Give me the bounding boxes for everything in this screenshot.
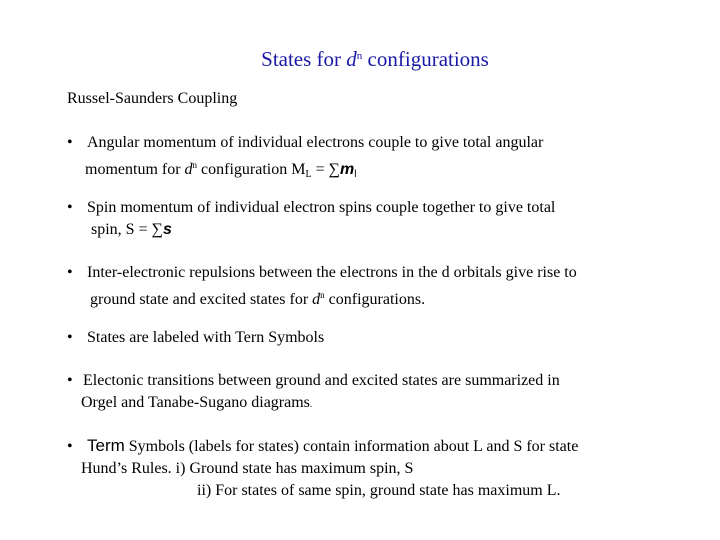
n-superscript: n [192,160,198,170]
bullet-4-line-1: States are labeled with Tern Symbols [87,329,325,346]
subtitle: Russel-Saunders Coupling [67,90,238,107]
bullet-1 [67,132,543,186]
bullet-dot: • [67,264,73,281]
ml-label: configuration M [197,161,306,178]
bullet-2-line-1: Spin momentum of individual electron spins couple together to give total [87,199,556,216]
bullet-6-line-2: Hund’s Rules. i) Ground state has maximum spin, S [81,460,414,477]
slide-title [0,47,720,72]
title-text: States for [261,47,347,71]
sum-symbol: = ∑ [311,161,341,178]
L-subscript: L [305,169,312,180]
bullet-dot: • [67,438,73,455]
bullet-3 [67,262,577,311]
title-n: n [356,50,363,62]
bullet-6 [67,435,578,502]
bullet-3-line-1: Inter-electronic repulsions between the electrons in the d orbitals give rise to [87,264,577,281]
bullet-dot: • [67,134,73,151]
d-symbol: d [184,161,193,178]
n-superscript: n [320,290,325,300]
m-symbol: m [340,161,355,178]
l-subscript: l [354,169,357,180]
term-word: Term [87,436,125,455]
bullet-dot: • [67,199,73,216]
bullet-5 [67,370,560,415]
d-symbol: d [312,291,321,308]
bullet-5-tail: . [309,399,313,409]
bullet-4 [67,327,324,349]
title-d: d [346,47,357,71]
bullet-dot: • [67,372,73,389]
s-symbol: s [163,221,172,238]
bullet-6-line-3: ii) For states of same spin, ground state has maximum L. [197,482,561,499]
title-suffix: configurations [362,47,489,71]
bullet-3-line-2-end: configurations. [324,291,426,308]
bullet-1-line-1: Angular momentum of individual electrons couple to give total angular [87,134,544,151]
bullet-6-line-1: Symbols (labels for states) contain information about L and S for state [124,438,579,455]
bullet-5-line-1: Electonic transitions between ground and excited states are summarized in [83,372,560,389]
bullet-1-line-2: momentum for [85,161,185,178]
bullet-5-line-2: Orgel and Tanabe-Sugano diagrams [81,394,310,411]
bullet-dot: • [67,329,73,346]
bullet-3-line-2: ground state and excited states for [90,291,313,308]
bullet-2 [67,197,555,241]
bullet-2-line-2: spin, S = ∑ [91,221,163,238]
